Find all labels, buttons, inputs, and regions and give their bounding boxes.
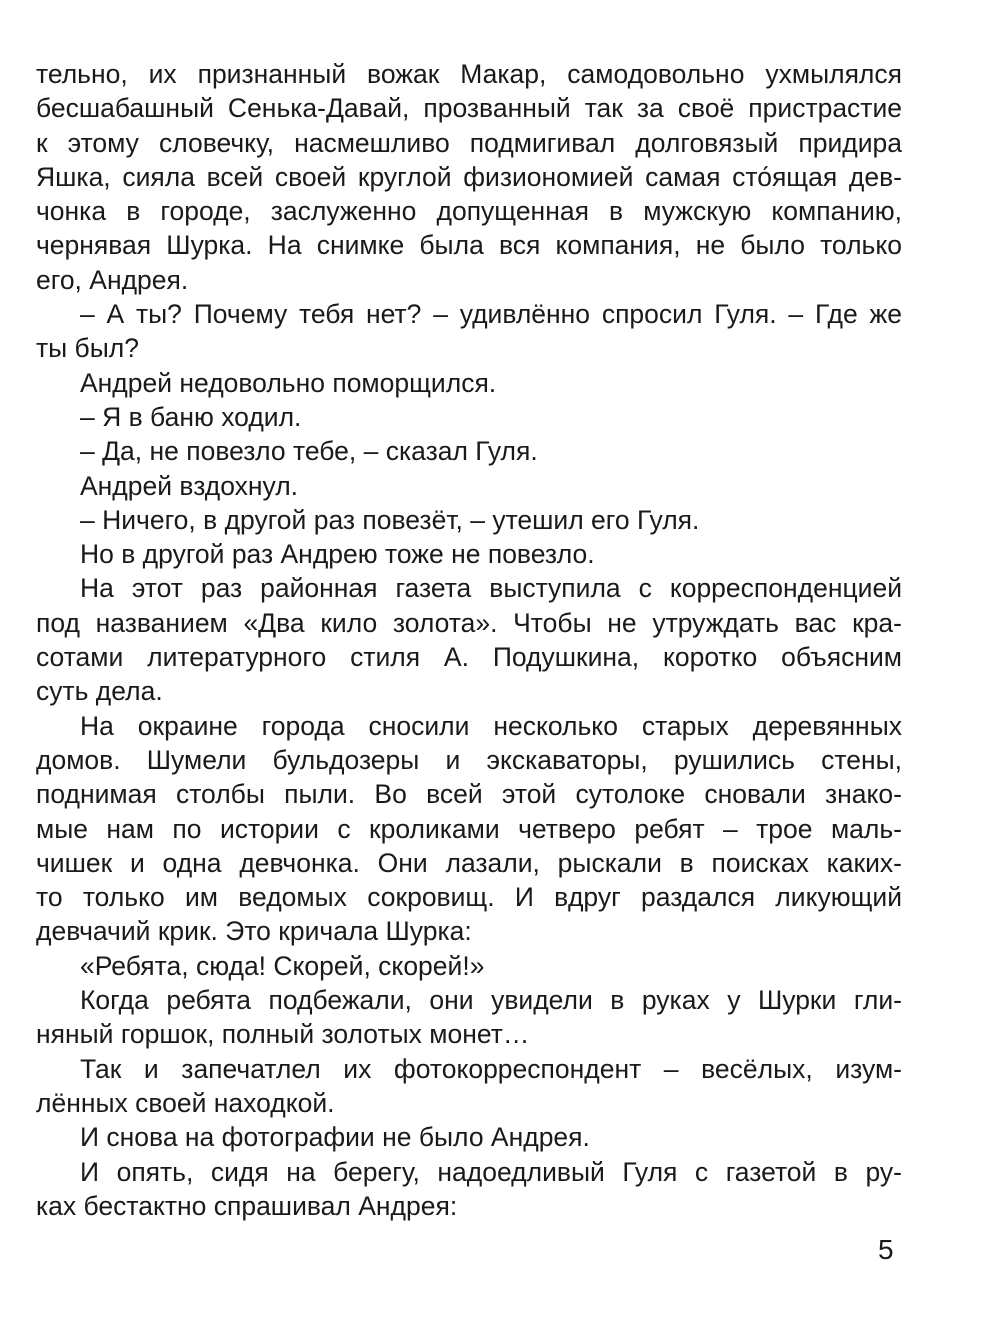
- text-line: бесшабашный Сенька-Давай, прозванный так за своё пристрастие: [36, 93, 902, 124]
- text-line: чонка в городе, заслуженно допущенная в мужскую компанию,: [36, 196, 902, 227]
- text-line: Яшка, сияла всей своей круглой физиономией самая сто́ящая дев-: [36, 161, 902, 192]
- text-line: Андрей недовольно поморщился.: [80, 367, 497, 398]
- text-line: мые нам по истории с кроликами четверо ребят – трое маль-: [36, 813, 902, 844]
- text-line: тельно, их признанный вожак Макар, самодовольно ухмылялся: [36, 59, 902, 89]
- text-line: И снова на фотографии не было Андрея.: [80, 1122, 590, 1153]
- text-line: поднимая столбы пыли. Во всей этой сутолоке сновали знако-: [36, 779, 902, 810]
- text-line: «Ребята, сюда! Скорей, скорей!»: [80, 950, 485, 981]
- text-line: к этому словечку, насмешливо подмигивал долговязый придира: [36, 127, 902, 158]
- text-line: сотами литературного стиля А. Подушкина, коротко объясним: [36, 642, 902, 673]
- text-line: под названием «Два кило золота». Чтобы не утруждать вас кра-: [36, 607, 902, 638]
- text-line: домов. Шумели бульдозеры и экскаваторы, рушились стены,: [36, 744, 902, 775]
- text-line: ты был?: [36, 333, 139, 364]
- text-line: Когда ребята подбежали, они увидели в руках у Шурки гли-: [80, 985, 902, 1016]
- text-body: [36, 57, 902, 1223]
- text-line: няный горшок, полный золотых монет…: [36, 1019, 530, 1050]
- text-line: чернявая Шурка. На снимке была вся компания, не было только: [36, 230, 902, 261]
- page-number: 5: [878, 1234, 894, 1265]
- text-line: чишек и одна девчонка. Они лазали, рыскали в поисках каких-: [36, 847, 902, 878]
- text-line: – Ничего, в другой раз повезёт, – утешил его Гуля.: [80, 504, 700, 535]
- text-line: – Да, не повезло тебе, – сказал Гуля.: [80, 436, 538, 467]
- text-line: Но в другой раз Андрею тоже не повезло.: [80, 539, 595, 570]
- text-line: девчачий крик. Это кричала Шурка:: [36, 916, 472, 947]
- text-line: ках бестактно спрашивал Андрея:: [36, 1190, 458, 1221]
- text-line: то только им ведомых сокровищ. И вдруг раздался ликующий: [36, 882, 902, 913]
- text-line: На этот раз районная газета выступила с корреспонденцией: [80, 573, 902, 604]
- text-line: И опять, сидя на берегу, надоедливый Гуля с газетой в ру-: [80, 1156, 902, 1187]
- text-line: – Я в баню ходил.: [80, 401, 302, 432]
- text-line: – А ты? Почему тебя нет? – удивлённо спросил Гуля. – Где же: [80, 299, 902, 330]
- text-line: Андрей вздохнул.: [80, 470, 299, 501]
- text-line: его, Андрея.: [36, 264, 189, 295]
- text-line: лённых своей находкой.: [36, 1087, 335, 1118]
- text-line: Так и запечатлел их фотокорреспондент – весёлых, изум-: [80, 1053, 902, 1084]
- text-line: суть дела.: [36, 676, 163, 707]
- text-line: На окраине города сносили несколько старых деревянных: [80, 710, 902, 741]
